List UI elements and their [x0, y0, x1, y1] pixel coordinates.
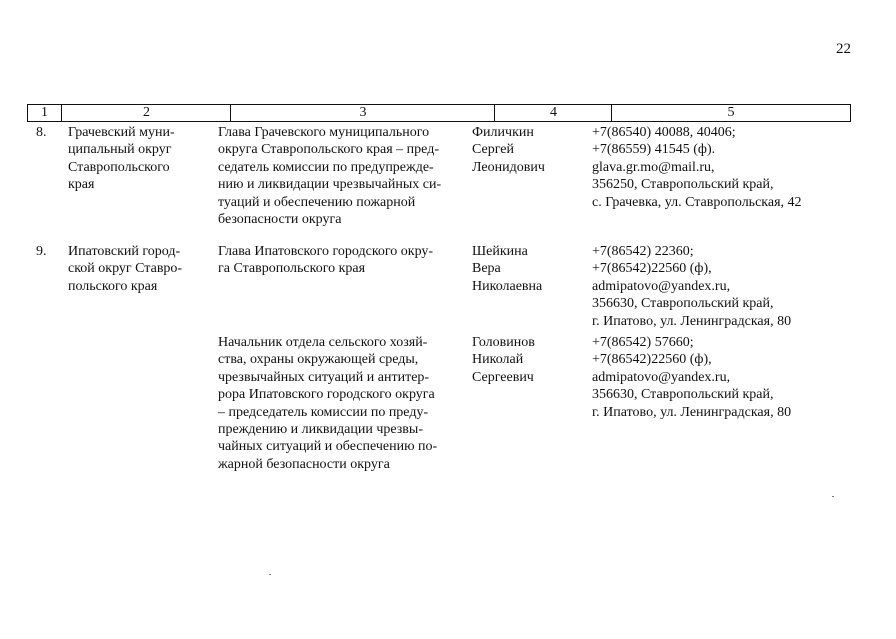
- official-name: Головинов Николай Сергеевич: [472, 335, 535, 385]
- table-header-row: [27, 104, 851, 122]
- district-name: Грачевский муни- ципальный округ Ставропольского края: [68, 125, 175, 193]
- header-col-2: 2: [61, 105, 231, 121]
- header-col-5: 5: [611, 105, 850, 121]
- district-name: Ипатовский город- ской округ Ставро- польского края: [68, 244, 183, 294]
- row-number: 9.: [36, 244, 47, 259]
- official-position: Глава Грачевского муниципального округа Ставропольского края – пред- седатель комиссии по предупрежде- нию и ликвидации чрезвычайных си- туаций и обеспечению пожарной безопасности округа: [218, 125, 442, 228]
- contact-info: +7(86542) 22360; +7(86542)22560 (ф), admipatovo@yandex.ru, 356630, Ставропольский край, г. Ипатово, ул. Ленинградская, 80: [592, 244, 792, 329]
- contact-info: +7(86542) 57660; +7(86542)22560 (ф), admipatovo@yandex.ru, 356630, Ставропольский край, г. Ипатово, ул. Ленинградская, 80: [592, 335, 792, 420]
- header-col-4: 4: [494, 105, 612, 121]
- scan-speck: [269, 574, 271, 575]
- scan-speck: [832, 496, 834, 497]
- header-col-1: 1: [41, 105, 48, 120]
- official-position: Глава Ипатовского городского окру- га Ставропольского края: [218, 244, 434, 277]
- official-name: Филичкин Сергей Леонидович: [472, 125, 545, 175]
- page-number: 22: [836, 41, 851, 57]
- official-name: Шейкина Вера Николаевна: [472, 244, 543, 294]
- row-number: 8.: [36, 125, 47, 140]
- contact-info: +7(86540) 40088, 40406; +7(86559) 41545 (ф). glava.gr.mo@mail.ru, 356250, Ставропольский край, с. Грачевка, ул. Ставропольская, 42: [592, 125, 802, 210]
- official-position: Начальник отдела сельского хозяй- ства, охраны окружающей среды, чрезвычайных ситуаций и антитер- рора Ипатовского городского округа – председатель комиссии по преду- преждению и ликвидации чрезвы- чайных ситуаций и обеспечению по- жарной безопасности округа: [218, 335, 438, 472]
- header-col-3: 3: [230, 105, 495, 121]
